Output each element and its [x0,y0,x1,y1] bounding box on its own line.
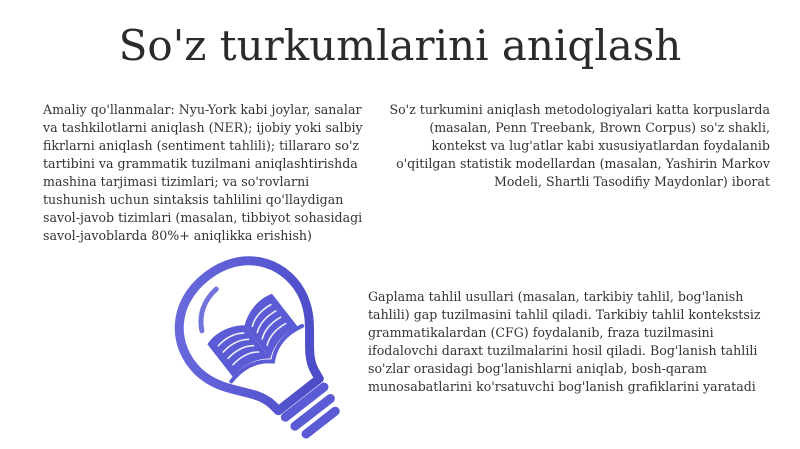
slide-title: So'z turkumlarini aniqlash [118,21,682,70]
methodology-paragraph: So'z turkumini aniqlash metodologiyalari katta korpuslarda (masalan, Penn Treebank, Brown Corpus) so'z shakli, kontekst va lug'atlar kabi xususiyatlardan foydalanib o'qitilgan statistik modellardan (masalan, Yashirin Markov Modeli, Shartli Tasodifiy Maydonlar) iborat [389,102,770,189]
lightbulb-book-icon [165,250,340,449]
applications-paragraph: Amaliy qo'llanmalar: Nyu-York kabi joylar, sanalar va tashkilotlarni aniqlash (NER); ijobiy yoki salbiy fikrlarni aniqlash (sentiment tahlili); tillararo so'z tartibini va grammatik tuzilmani aniqlashtirishda mashina tarjimasi tizimlari; va so'rovlarni tushunish uchun sintaksis tahlilini qo'llaydigan savol-javob tizimlari (masalan, tibbiyot sohasidagi savol-javoblarda 80%+ aniqlikka erishish) [43,102,363,243]
parsing-paragraph: Gaplama tahlil usullari (masalan, tarkibiy tahlil, bog'lanish tahlili) gap tuzilmasini tahlil qiladi. Tarkibiy tahlil kontekstsiz grammatikalardan (CFG) foydalanib, fraza tuzilmasini ifodalovchi daraxt tuzilmalarini hosil qiladi. Bog'lanish tahlili so'zlar orasidagi bog'lanishlarni aniqlab, bosh-qaram munosabatlarini ko'rsatuvchi bog'lanish grafiklarini yaratadi [368,289,761,394]
